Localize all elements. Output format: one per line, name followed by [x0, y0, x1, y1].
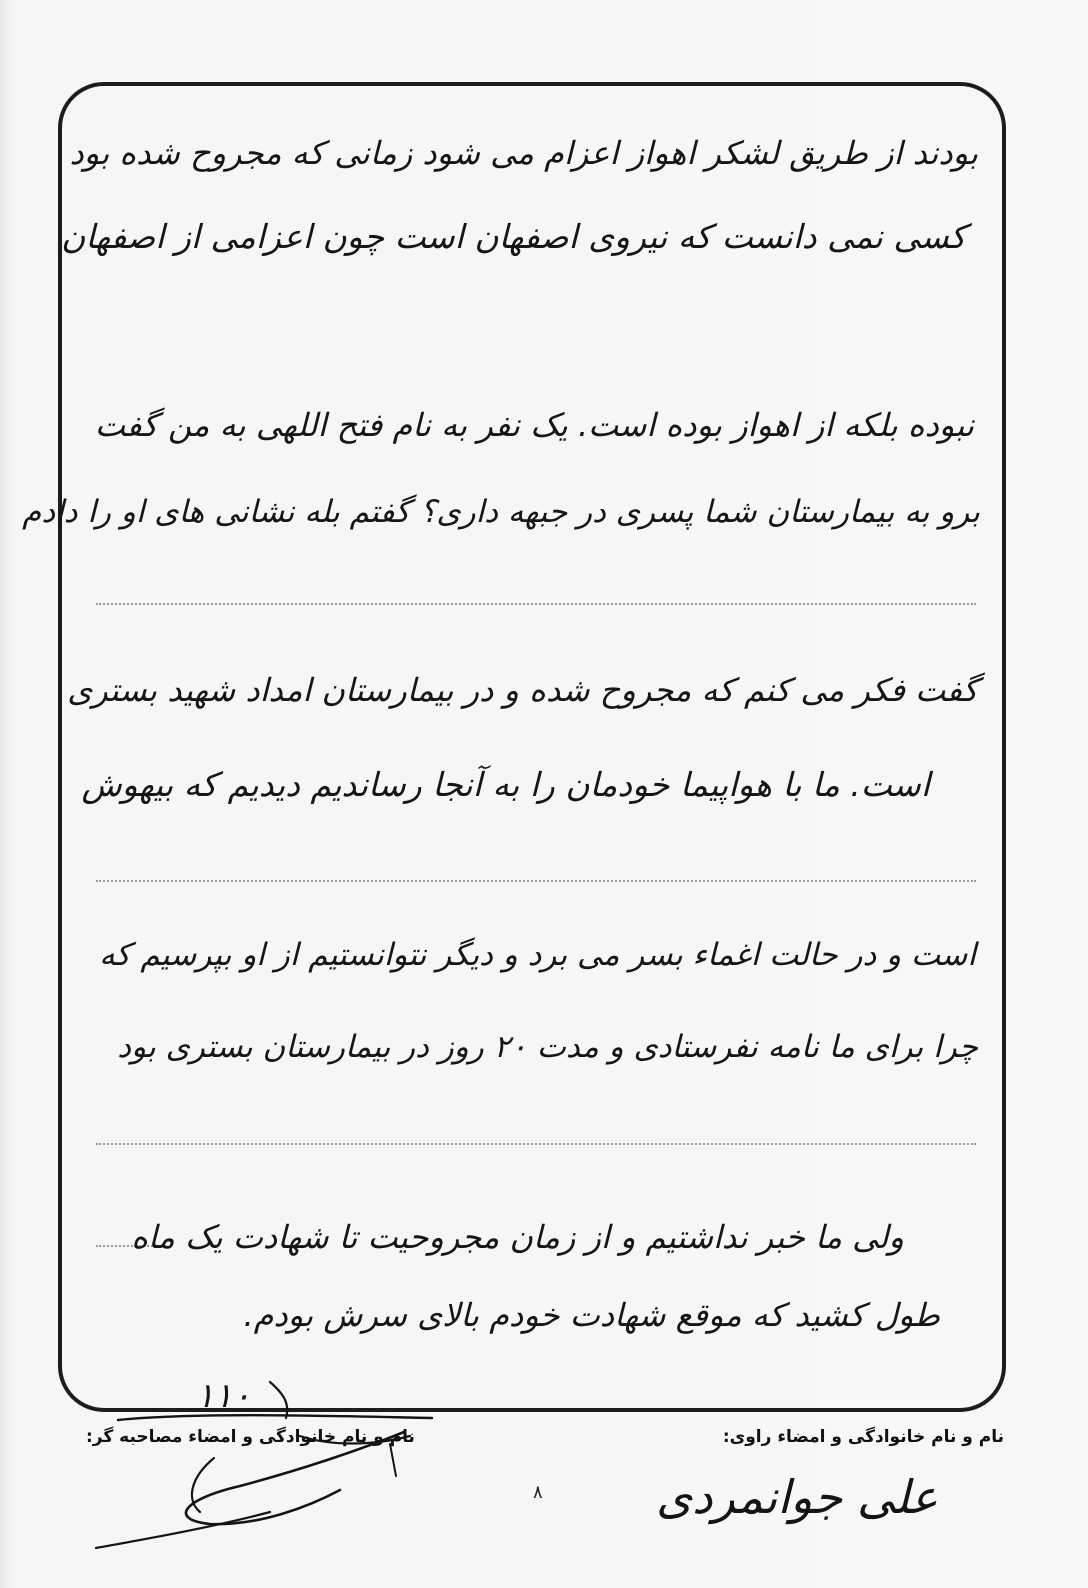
handwritten-line-4: برو به بیمارستان شما پسری در جبهه داری؟ گفتم بله نشانی های او را دادم: [22, 494, 980, 530]
interviewer-label: نام و نام خانوادگی و امضاء مصاحبه گر:: [86, 1427, 415, 1447]
interviewer-mark: ۱۱۰: [196, 1376, 251, 1416]
handwritten-line-7: است و در حالت اغماء بسر می برد و دیگر نتوانستیم از او بپرسیم که: [99, 937, 976, 973]
narrator-signature: علی جوانمردی: [656, 1470, 938, 1524]
page-number: ۸: [533, 1482, 543, 1503]
handwritten-line-3: نبوده بلکه از اهواز بوده است. یک نفر به نام فتح اللهی به من گفت: [94, 406, 974, 444]
handwritten-line-8: چرا برای ما نامه نفرستادی و مدت ۲۰ روز در بیمارستان بستری بود: [117, 1029, 978, 1065]
handwritten-line-10: طول کشید که موقع شهادت خودم بالای سرش بودم.: [243, 1296, 940, 1334]
handwritten-line-9: ولی ما خبر نداشتیم و از زمان مجروحیت تا شهادت یک ماه: [131, 1218, 904, 1256]
handwritten-line-5: گفت فکر می کنم که مجروح شده و در بیمارستان امداد شهید بستری: [67, 671, 978, 709]
handwritten-line-6: است. ما با هواپیما خودمان را به آنجا رساندیم دیدیم که بیهوش: [81, 765, 930, 804]
handwritten-line-1: بودند از طریق لشکر اهواز اعزام می شود زمانی که مجروح شده بود: [69, 134, 978, 172]
narrator-label: نام و نام خانوادگی و امضاء راوی:: [722, 1427, 1004, 1447]
handwritten-line-2: کسی نمی دانست که نیروی اصفهان است چون اعزامی از اصفهان: [61, 217, 966, 256]
